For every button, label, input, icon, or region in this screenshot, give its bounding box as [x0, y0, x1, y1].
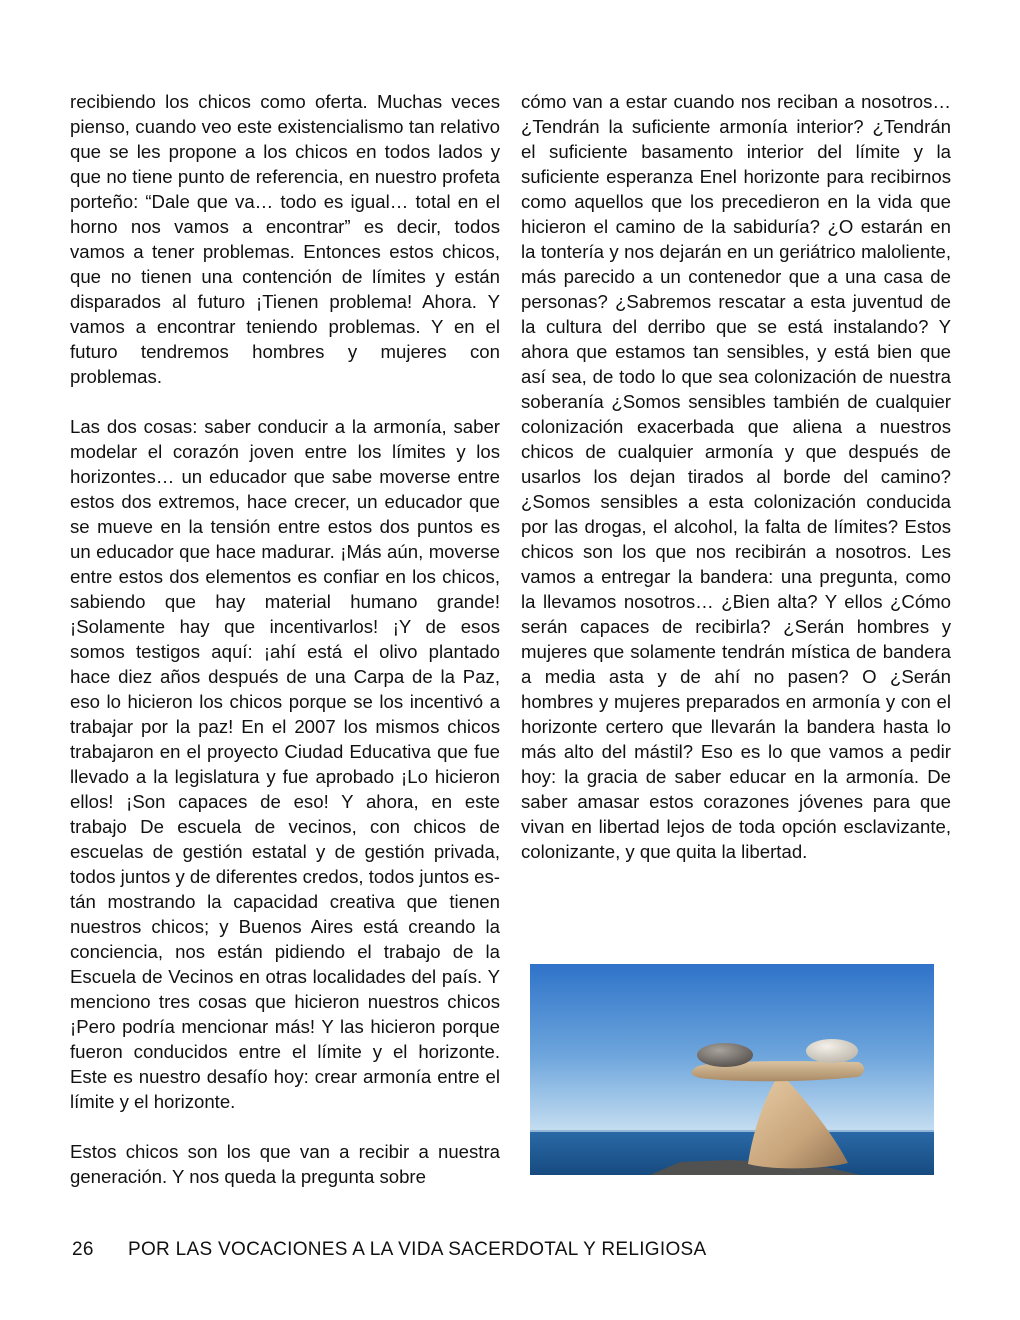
paragraph: Estos chicos son los que van a recibir a nuestra generación. Y nos queda la pregunta sobre — [70, 1141, 500, 1187]
left-column — [70, 89, 500, 1189]
right-column — [521, 89, 951, 864]
paragraph: Las dos cosas: saber conducir a la armonía, saber modelar el corazón joven entre los límites y los horizontes… un educador que sabe moverse entre estos dos extremos, hace crecer, un educador que se mueve en la tensión entre estos dos puntos es un educador que hace madurar. ¡Más aún, moverse entre estos dos elementos es confiar en los chicos, sabiendo que hay material humano grande! ¡Solamente hay que incentivarlos! ¡Y de esos somos testigos aquí: ¡ahí está el olivo plantado hace diez años después de una Carpa de la Paz, eso lo hicieron los chicos porque se los incentivó a trabajar por la paz! En el 2007 los mismos chicos trabajaron en el proyecto Ciudad Educativa que fue llevado a la legislatura y fue aprobado ¡Lo hicieron ellos! ¡Son capaces de eso! Y ahora, en este trabajo De escuela de vecinos, con chicos de escuelas de gestión estatal y de gestión privada, todos juntos y de diferentes credos, todos juntos están mostrando la capacidad creativa que tienen nuestros chicos; y Buenos Aires está creando la conciencia, nos están pidiendo el trabajo de la Escuela de Vecinos en otras localidades del país. Y menciono tres cosas que hicieron nuestros chicos ¡Pero podría mencionar más! Y las hicieron porque fueron conducidos entre el límite y el horizonte. Este es nuestro desafío hoy: crear armonía entre el límite y el horizonte. — [70, 416, 500, 1112]
page-number: 26 — [72, 1239, 94, 1260]
publication-title: POR LAS VOCACIONES A LA VIDA SACERDOTAL Y RELIGIOSA — [128, 1239, 707, 1260]
paragraph: recibiendo los chicos como oferta. Muchas veces pienso, cuando veo este existencialismo tan relativo que se les propone a los chicos en todos lados y que no tiene punto de referencia, en nuestro profeta porteño: “Dale que va… todo es igual… total en el horno nos vamos a encontrar” es decir, todos vamos a tener problemas. Entonces estos chicos, que no tienen una contención de límites y están disparados al futuro ¡Tienen problema! Ahora. Y vamos a encontrar teniendo problemas. Y en el futuro tendremos hombres y mujeres con problemas. — [70, 91, 500, 387]
paragraph: cómo van a estar cuando nos reciban a nosotros… ¿Tendrán la suficiente armonía interior? ¿Tendrán el suficiente basamento interior del límite y la suficiente esperanza Enel horizonte para recibirnos como aquellos que los precedieron en la vida que hicieron el camino de la sabiduría? ¿O estarán en la tontería y nos dejarán en un geriátrico maloliente, más parecido a un contenedor que a una casa de personas? ¿Sabremos rescatar a esta juventud de la cultura del derribo que se está instalando? Y ahora que estamos tan sensibles, y está bien que así sea, de todo lo que sea colonización de nuestra soberanía ¿Somos sensibles también de cualquier colonización exacerbada que aliena a nuestros chicos de cualquier armonía y que después de usarlos los dejan tirados al borde del camino? ¿Somos sensibles a esta colonización conducida por las drogas, el alcohol, la falta de límites? Estos chicos son los que nos recibirán a nosotros. Les vamos a entregar la bandera: una pregunta, como la llevamos nosotros… ¿Bien alta? Y ellos ¿Cómo serán capaces de recibirla? ¿Serán hombres y mujeres que solamente tendrán mística de bandera a media asta y de ahí no pasen? O ¿Serán hombres y mujeres preparados en armonía y con el horizonte certero que llevarán la bandera hasta lo más alto del mástil? Eso es lo que vamos a pedir hoy: la gracia de saber educar en la armonía. De saber amasar estos corazones jóvenes para que vivan en libertad lejos de toda opción esclavizante, colonizante, y que quita la libertad. — [521, 91, 951, 862]
balanced-stones-photo — [530, 964, 934, 1175]
page-footer — [72, 1238, 706, 1262]
